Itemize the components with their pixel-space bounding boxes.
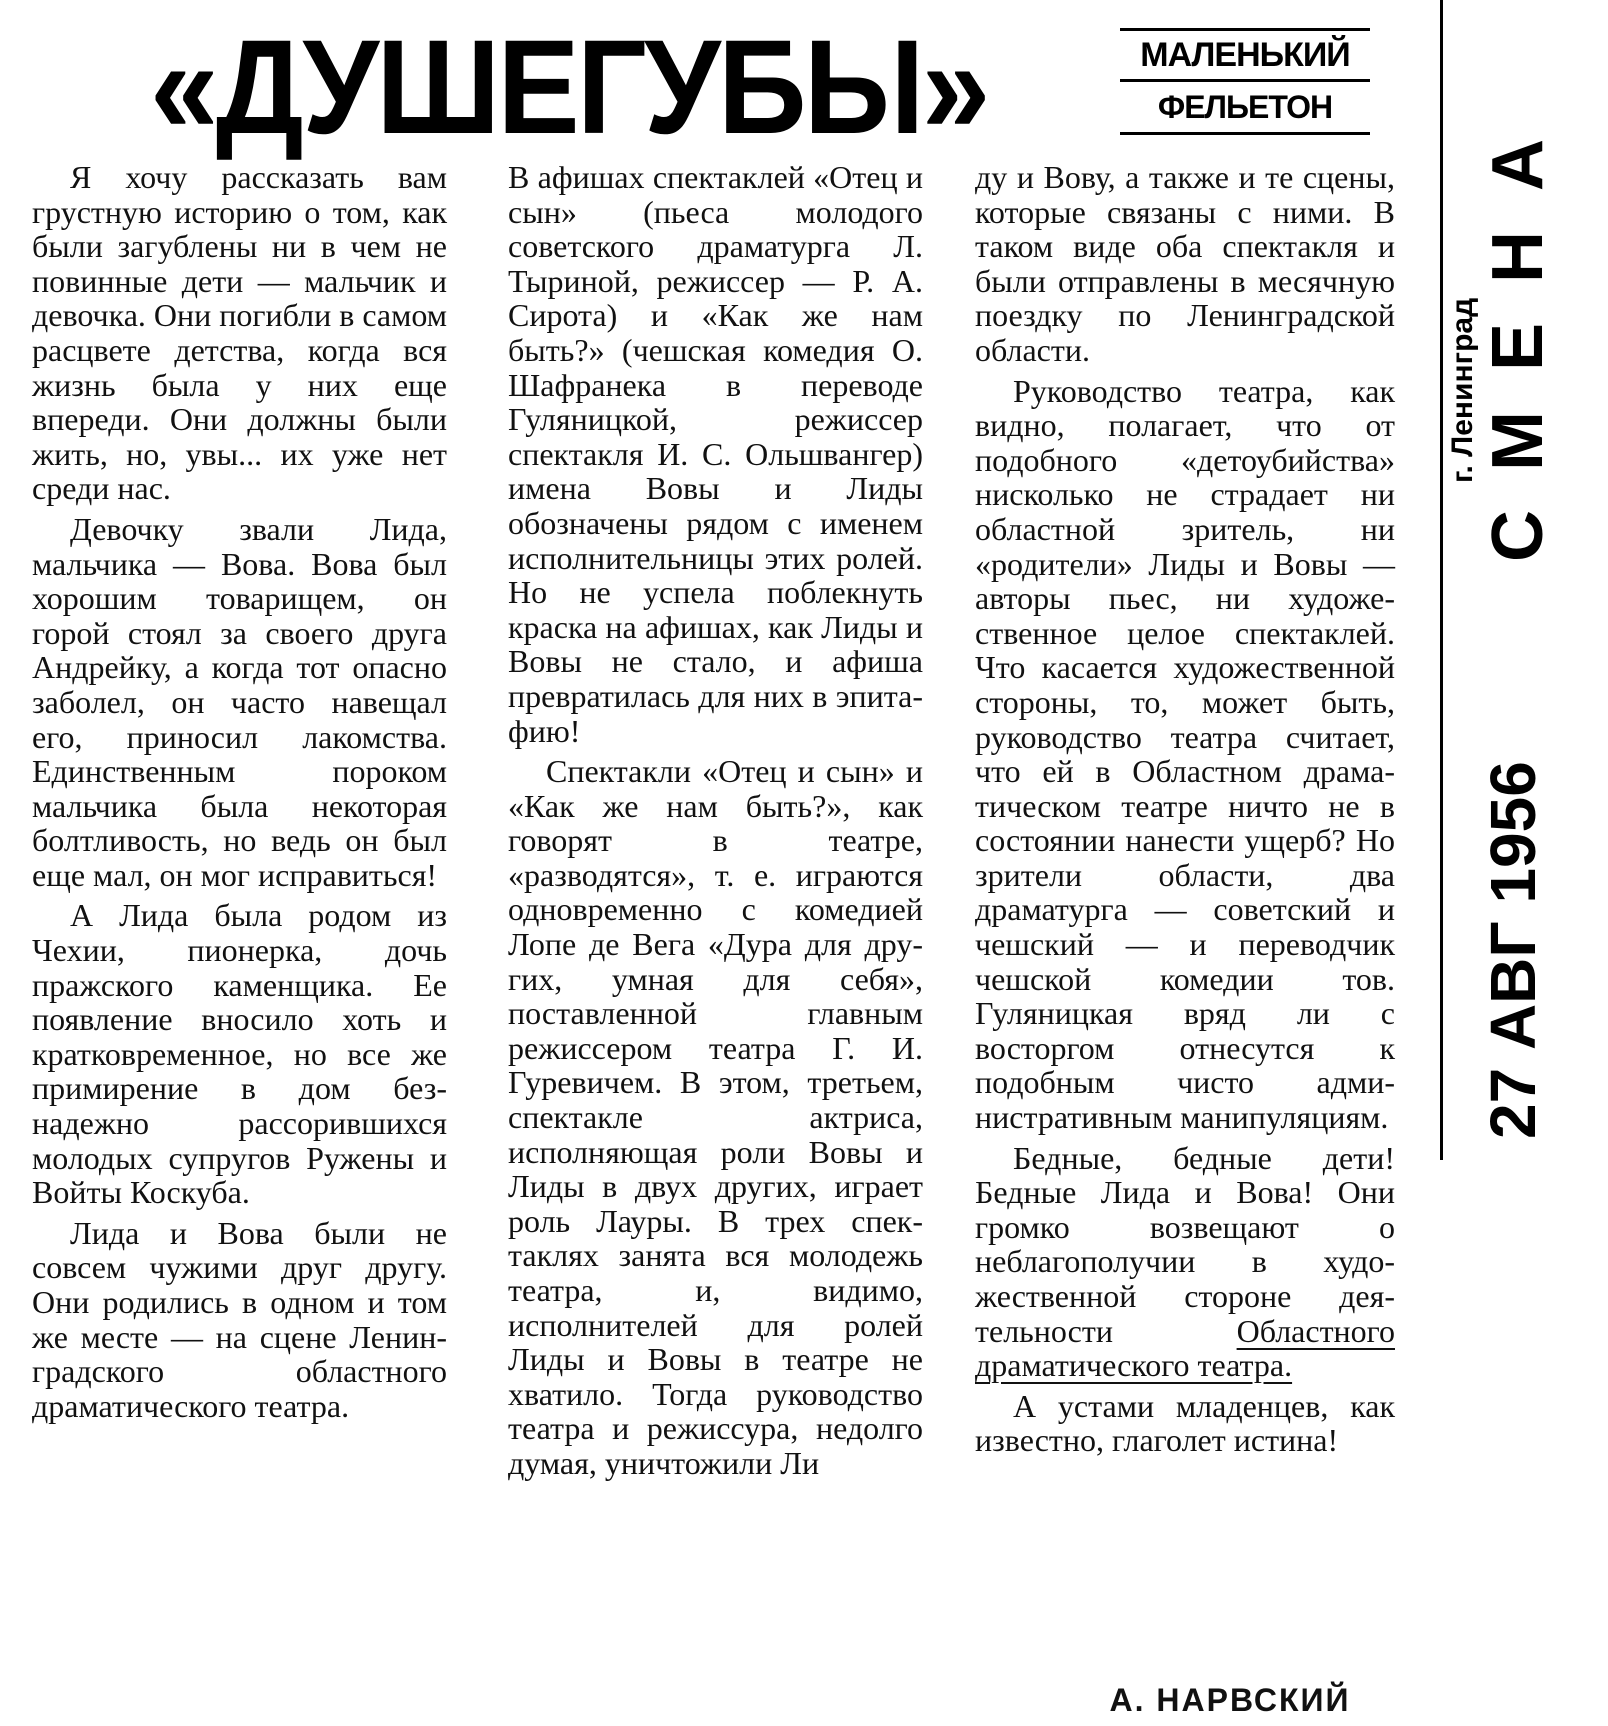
paragraph: А устами младенцев, как известно, глаголет истина! [975, 1387, 1395, 1459]
paragraph-text: Бедные, бедные дети! Бедные Лида и Вова! Они громко возвещают о неблагополучии в художественной стороне деятельности [975, 1139, 1395, 1349]
rubric-label [1120, 28, 1370, 135]
rubric-line-1: МАЛЕНЬКИЙ [1120, 28, 1370, 82]
paragraph: ду и Вову, а также и те сцены, которые связаны с ними. В таком виде оба спектакля и были отправлены в месячную поездку по Ленинградской области. [975, 159, 1395, 368]
paragraph: Руководство театра, как видно, полагает, что от подобного «детоубийства» нисколько не страдает ни областной зритель, ни «родители» Лиды и Вовы — авторы пьес, ни художественное целое спектаклей. Что касается художественной стороны, то, может быть, руководство театра считает, что ей в Областном драматическом театре ничто не в состоянии нанести ущерб? Но зрители области, два драматурга — советский и чешский — и переводчик чешской комедии тов. Гуляницкая вряд ли с восторгом отнесутся к подобным чисто административным манипуляциям. [975, 372, 1395, 1136]
article-column-2 [508, 160, 923, 1487]
paragraph: Лида и Вова были не совсем чужими друг другу. Они родились в одном и том же месте — на сцене Ленинградского областного драматического театра. [32, 1214, 447, 1424]
paragraph: В афишах спектаклей «Отец и сын» (пьеса молодого советского драматурга Л. Тыриной, режиссер — Р. А. Сирота) и «Как же нам быть?» (чешская комедия О. Шафранека в переводе Гуляницкой, режиссер спектакля И. С. Ольшвангер) имена Вовы и Лиды обозначены рядом с именем исполнительницы этих ролей. Но не успела поблекнуть краска на афишах, как Лиды и Вовы не стало, и афиша превратилась для них в эпитафию! [508, 159, 923, 749]
paragraph: Я хочу рассказать вам грустную историю о том, как были загублены ни в чем не повинные дети — мальчик и девочка. Они погибли в самом расцвете детства, когда вся жизнь была у них еще впереди. Они должны были жить, но, увы... их уже нет среди нас. [32, 159, 448, 507]
newspaper-masthead-stamp [1440, 0, 1608, 1160]
article-headline: «ДУШЕГУБЫ» [150, 13, 988, 162]
author-signature: А. НАРВСКИЙ [1109, 1682, 1351, 1718]
masthead-city: г. Ленинград [1446, 297, 1479, 483]
paragraph: А Лида была родом из Чехии, пионерка, дочь пражского каменщика. Ее появление вносило хоть и кратковременное, но все же примирение в дом безнадежно рассорившихся молодых супругов Ружены и Войты Коскуба. [32, 897, 447, 1211]
paragraph: Спектакли «Отец и сын» и «Как же нам быть?», как говорят в театре, «разводятся», т. е. играются одновременно с комедией Лопе де Вега «Дура для других, умная для себя», поставленной главным режиссером театра Г. И. Гуревичем. В этом, третьем, спектакле актриса, исполняющая роли Вовы и Лиды в двух других, играет роль Лауры. В трех спектаклях занята вся молодежь театра, и, видимо, исполнителей для ролей Лиды и Вовы в театре не хватило. Тогда руководство театра и режиссура, недолго думая, уничтожили Ли [508, 753, 923, 1481]
rubric-line-2: ФЕЛЬЕТОН [1120, 82, 1370, 135]
underlined-text: Областного драматического театра. [975, 1312, 1395, 1384]
masthead-title: СМЕНА [1478, 98, 1558, 562]
paragraph [975, 1141, 1395, 1383]
article-column-1 [32, 160, 447, 1429]
paragraph: Девочку звали Лида, мальчика — Вова. Вова был хорошим товарищем, он горой стоял за своего друга Андрейку, а когда тот опасно заболел, он часто навещал его, приносил лакомства. Единственным пороком мальчика была некоторая болтливость, но ведь он был еще мал, он мог исправиться! [32, 510, 447, 893]
masthead-date: 27 АВГ 1956 [1477, 761, 1549, 1139]
article-column-3 [975, 160, 1395, 1464]
